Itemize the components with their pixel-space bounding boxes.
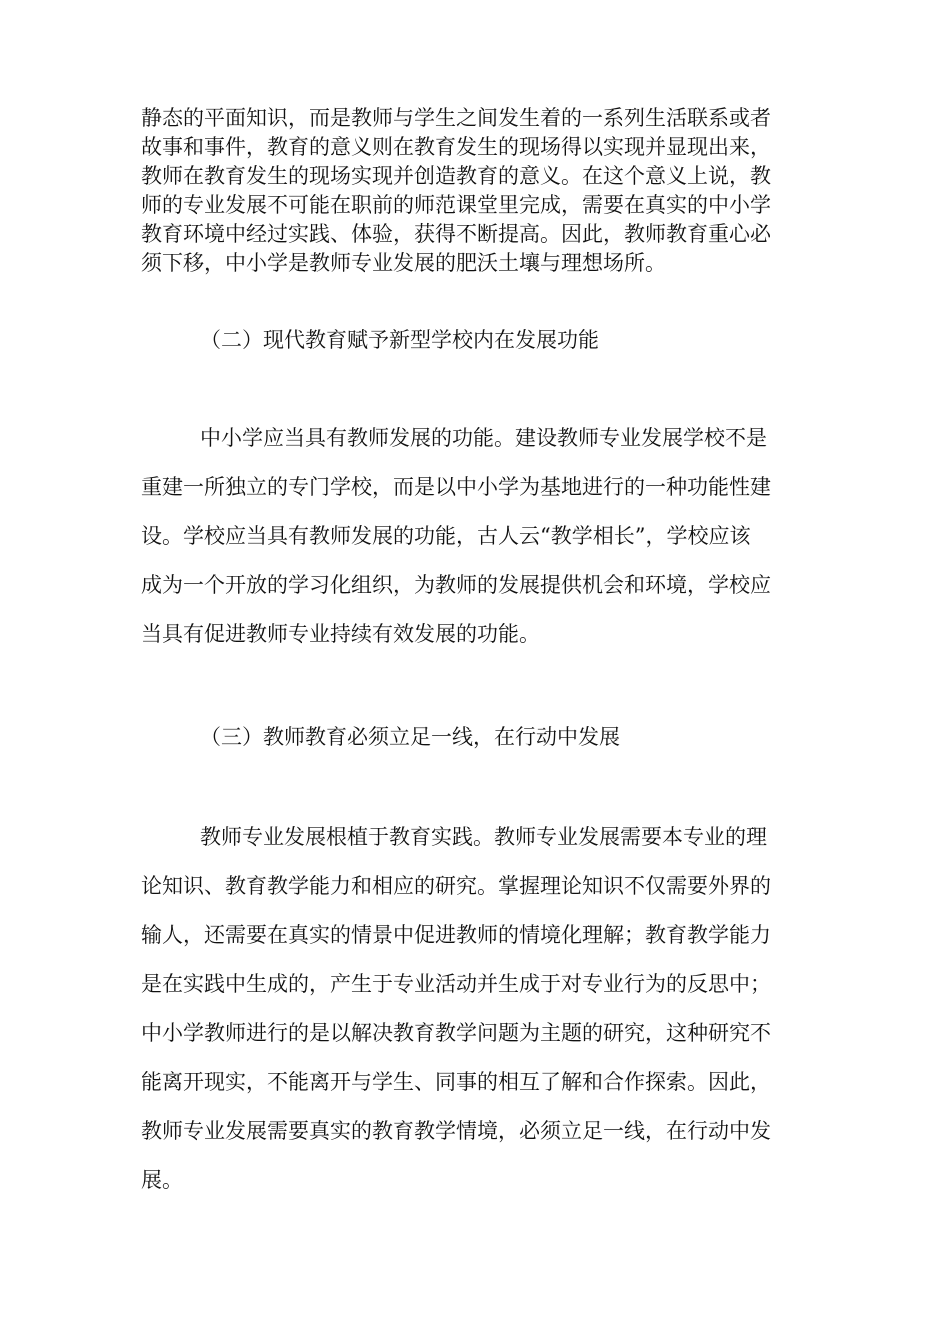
text-line: 故事和事件，教育的意义则在教育发生的现场得以实现并显现出来， — [141, 135, 771, 159]
paragraph-3 — [141, 822, 813, 1214]
text-line: 成为一个开放的学习化组织，为教师的发展提供机会和环境，学校应 — [141, 573, 771, 597]
text-line: 设。学校应当具有教师发展的功能，古人云“教学相长”，学校应该 — [141, 524, 751, 548]
text-line: 师的专业发展不可能在职前的师范课堂里完成，需要在真实的中小学 — [141, 193, 771, 217]
text-line: 能离开现实，不能离开与学生、同事的相互了解和合作探索。因此， — [141, 1070, 771, 1094]
text-line: 展。 — [141, 1168, 183, 1192]
text-line: 教育环境中经过实践、体验，获得不断提高。因此，教师教育重心必 — [141, 222, 771, 246]
text-line: 教师专业发展根植于教育实践。教师专业发展需要本专业的理 — [200, 825, 767, 849]
paragraph-2 — [141, 423, 813, 668]
text-line: 论知识、教育教学能力和相应的研究。掌握理论知识不仅需要外界的 — [141, 874, 771, 898]
text-line: 教师专业发展需要真实的教育教学情境，必须立足一线，在行动中发 — [141, 1119, 771, 1143]
text-line: 须下移，中小学是教师专业发展的肥沃土壤与理想场所。 — [141, 251, 666, 275]
text-line: 中小学应当具有教师发展的功能。建设教师专业发展学校不是 — [200, 426, 767, 450]
section-heading-3: （三）教师教育必须立足一线，在行动中发展 — [200, 725, 620, 749]
text-line: 重建一所独立的专门学校，而是以中小学为基地进行的一种功能性建 — [141, 475, 771, 499]
text-line: 教师在教育发生的现场实现并创造教育的意义。在这个意义上说，教 — [141, 164, 771, 188]
section-heading-2: （二）现代教育赋予新型学校内在发展功能 — [200, 328, 599, 352]
text-line: 当具有促进教师专业持续有效发展的功能。 — [141, 622, 540, 646]
text-line: 输人，还需要在真实的情景中促进教师的情境化理解；教育教学能力 — [141, 923, 771, 947]
text-line: 中小学教师进行的是以解决教育教学问题为主题的研究，这种研究不 — [141, 1021, 771, 1045]
paragraph-continued — [141, 104, 813, 278]
text-line: 是在实践中生成的，产生于专业活动并生成于对专业行为的反思中； — [141, 972, 771, 996]
text-line: 静态的平面知识，而是教师与学生之间发生着的一系列生活联系或者 — [141, 106, 771, 130]
